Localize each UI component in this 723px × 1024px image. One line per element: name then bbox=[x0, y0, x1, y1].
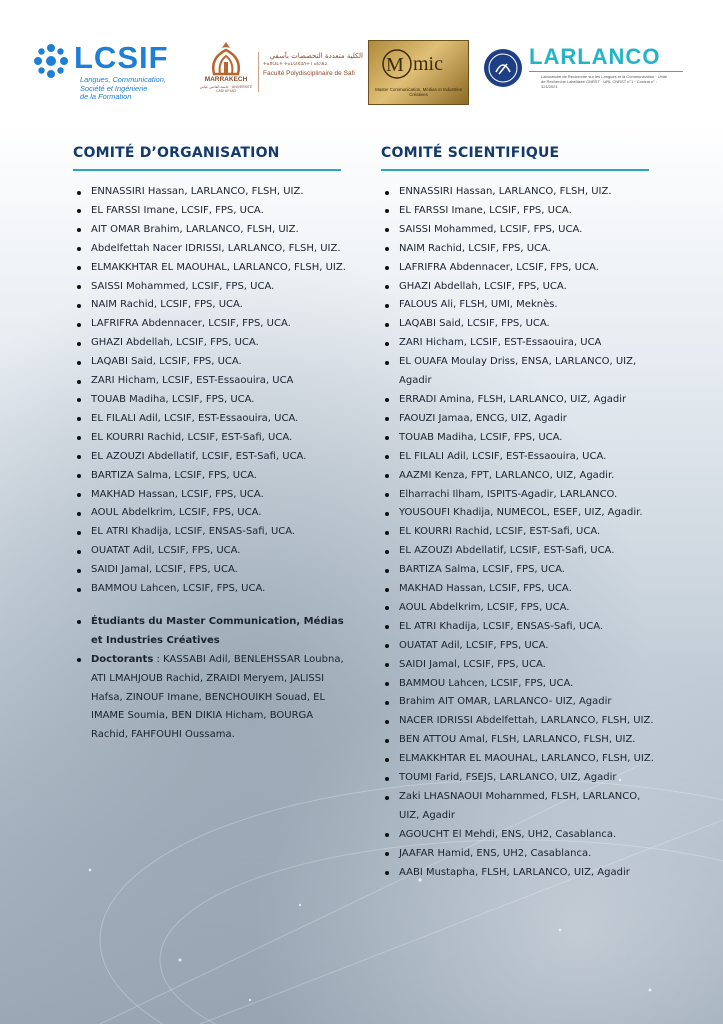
list-item: TOUAB Madiha, LCSIF, FPS, UCA. bbox=[381, 429, 661, 448]
fps-logo bbox=[258, 52, 363, 92]
scientific-heading: COMITÉ SCIENTIFIQUE bbox=[381, 140, 649, 171]
logo-bar bbox=[0, 0, 723, 110]
list-item: AABI Mustapha, FLSH, LARLANCO, UIZ, Agadir bbox=[381, 864, 661, 883]
list-item: BEN ATTOU Amal, FLSH, LARLANCO, FLSH, UIZ. bbox=[381, 731, 661, 750]
list-item: ZARI Hicham, LCSIF, EST-Essaouira, UCA bbox=[381, 334, 661, 353]
fps-name: Faculté Polydisciplinaire de Safi bbox=[263, 70, 355, 77]
list-item: EL FILALI Adil, LCSIF, EST-Essaouira, UCA. bbox=[381, 448, 661, 467]
list-item: ELMAKKHTAR EL MAOUHAL, LARLANCO, FLSH, UIZ. bbox=[381, 750, 661, 769]
uca-logo bbox=[196, 40, 256, 104]
lcsif-logo bbox=[32, 42, 182, 102]
list-item: ZARI Hicham, LCSIF, EST-Essaouira, UCA bbox=[73, 372, 353, 391]
mcmic-name: mic bbox=[413, 53, 443, 75]
list-item: OUATAT Adil, LCSIF, FPS, UCA. bbox=[381, 637, 661, 656]
list-item: SAISSI Mohammed, LCSIF, FPS, UCA. bbox=[381, 221, 661, 240]
list-item: ENNASSIRI Hassan, LARLANCO, FLSH, UIZ. bbox=[73, 183, 353, 202]
ibn-zohr-emblem-icon bbox=[483, 48, 523, 88]
uca-name: MARRAKECH bbox=[204, 76, 248, 83]
mcmic-emblem-icon bbox=[377, 47, 417, 81]
list-item: TOUMI Farid, FSEJS, LARLANCO, UIZ, Agadir bbox=[381, 769, 661, 788]
lcsif-subtitle-line: Société et Ingénierie bbox=[80, 83, 148, 93]
larlanco-divider bbox=[529, 71, 683, 72]
lcsif-subtitle-line: de la Formation bbox=[80, 92, 132, 101]
list-item: EL ATRI Khadija, LCSIF, ENSAS-Safi, UCA. bbox=[381, 618, 661, 637]
list-item: LAFRIFRA Abdennacer, LCSIF, FPS, UCA. bbox=[73, 315, 353, 334]
list-item: EL KOURRI Rachid, LCSIF, EST-Safi, UCA. bbox=[73, 429, 353, 448]
larlanco-title: LARLANCO bbox=[529, 44, 661, 69]
list-item: MAKHAD Hassan, LCSIF, FPS, UCA. bbox=[73, 486, 353, 505]
lcsif-emblem-icon bbox=[32, 42, 70, 80]
larlanco-logo bbox=[529, 44, 689, 94]
list-item: MAKHAD Hassan, LCSIF, FPS, UCA. bbox=[381, 580, 661, 599]
doctorants-item bbox=[73, 651, 353, 746]
mcmic-logo bbox=[368, 40, 469, 105]
list-item: BAMMOU Lahcen, LCSIF, FPS, UCA. bbox=[381, 675, 661, 694]
list-item: AOUL Abdelkrim, LCSIF, FPS, UCA. bbox=[381, 599, 661, 618]
list-item: AOUL Abdelkrim, LCSIF, FPS, UCA. bbox=[73, 504, 353, 523]
list-item: EL FARSSI Imane, LCSIF, FPS, UCA. bbox=[73, 202, 353, 221]
doctorants-names: : KASSABI Adil, BENLEHSSAR Loubna, ATI LMAHJOUB Rachid, ZRAIDI Meryem, JALISSI Hafsa, ZINOUF Imane, BENCHOUIKH Souad, EL IMAME Soumia, BEN DIKIA Hicham, BOURGA Rachid, FAHFOUHI Oussama. bbox=[91, 653, 344, 741]
lcsif-subtitle-line: Langues, Communication, bbox=[80, 75, 166, 84]
scientific-list bbox=[381, 183, 661, 883]
organisation-extra-list bbox=[73, 613, 353, 745]
list-item: TOUAB Madiha, LCSIF, FPS, UCA. bbox=[73, 391, 353, 410]
uca-emblem-icon bbox=[204, 40, 248, 76]
list-item: FALOUS Ali, FLSH, UMI, Meknès. bbox=[381, 296, 661, 315]
list-item: NAIM Rachid, LCSIF, FPS, UCA. bbox=[381, 240, 661, 259]
list-item: FAOUZI Jamaa, ENCG, UIZ, Agadir bbox=[381, 410, 661, 429]
list-item: BARTIZA Salma, LCSIF, FPS, UCA. bbox=[381, 561, 661, 580]
list-item: YOUSOUFI Khadija, NUMECOL, ESEF, UIZ, Agadir. bbox=[381, 504, 661, 523]
list-item: Zaki LHASNAOUI Mohammed, FLSH, LARLANCO, UIZ, Agadir bbox=[381, 788, 661, 826]
list-item: SAIDI Jamal, LCSIF, FPS, UCA. bbox=[381, 656, 661, 675]
lcsif-subtitle bbox=[80, 76, 190, 102]
organisation-committee bbox=[73, 140, 353, 745]
list-item: AIT OMAR Brahim, LARLANCO, FLSH, UIZ. bbox=[73, 221, 353, 240]
list-item: OUATAT Adil, LCSIF, FPS, UCA. bbox=[73, 542, 353, 561]
organisation-heading: COMITÉ D’ORGANISATION bbox=[73, 140, 341, 171]
list-item: EL FILALI Adil, LCSIF, EST-Essaouira, UCA. bbox=[73, 410, 353, 429]
ibn-zohr-logo bbox=[483, 48, 523, 88]
mcmic-subtitle: Master Communication, Médias et Industries Créatives bbox=[375, 87, 462, 97]
list-item: NACER IDRISSI Abdelfettah, LARLANCO, FLSH, UIZ. bbox=[381, 712, 661, 731]
list-item: LAFRIFRA Abdennacer, LCSIF, FPS, UCA. bbox=[381, 259, 661, 278]
list-item: GHAZI Abdellah, LCSIF, FPS, UCA. bbox=[73, 334, 353, 353]
list-item: LAQABI Said, LCSIF, FPS, UCA. bbox=[381, 315, 661, 334]
list-item: LAQABI Said, LCSIF, FPS, UCA. bbox=[73, 353, 353, 372]
list-item: NAIM Rachid, LCSIF, FPS, UCA. bbox=[73, 296, 353, 315]
list-item: Elharrachi Ilham, ISPITS-Agadir, LARLANCO. bbox=[381, 486, 661, 505]
list-item: EL FARSSI Imane, LCSIF, FPS, UCA. bbox=[381, 202, 661, 221]
list-item: AGOUCHT El Mehdi, ENS, UH2, Casablanca. bbox=[381, 826, 661, 845]
list-item: Abdelfettah Nacer IDRISSI, LARLANCO, FLSH, UIZ. bbox=[73, 240, 353, 259]
list-item: ENNASSIRI Hassan, LARLANCO, FLSH, UIZ. bbox=[381, 183, 661, 202]
list-item: EL KOURRI Rachid, LCSIF, EST-Safi, UCA. bbox=[381, 523, 661, 542]
list-item: EL ATRI Khadija, LCSIF, ENSAS-Safi, UCA. bbox=[73, 523, 353, 542]
fps-arabic-name: الكلية متعددة التخصصات بآسفي bbox=[269, 52, 363, 60]
lcsif-title: LCSIF bbox=[74, 40, 169, 75]
list-item: BARTIZA Salma, LCSIF, FPS, UCA. bbox=[73, 467, 353, 486]
list-item: JAAFAR Hamid, ENS, UH2, Casablanca. bbox=[381, 845, 661, 864]
doctorants-label: Doctorants bbox=[91, 653, 154, 665]
larlanco-subtitle: Laboratoire de Recherche sur les Langues et la Communication · Unité de Recherche Labellisée CNRST · URL CNRST n°1 · Contrat n° : 321/2021 bbox=[541, 74, 668, 89]
svg-text:M: M bbox=[386, 54, 404, 76]
list-item: Brahim AIT OMAR, LARLANCO- UIZ, Agadir bbox=[381, 693, 661, 712]
list-item: EL AZOUZI Abdellatif, LCSIF, EST-Safi, UCA. bbox=[381, 542, 661, 561]
list-item: SAIDI Jamal, LCSIF, FPS, UCA. bbox=[73, 561, 353, 580]
list-item: BAMMOU Lahcen, LCSIF, FPS, UCA. bbox=[73, 580, 353, 599]
fps-tifinagh-name: ⵜⴰⴳⵔⵎⵜ ⵜⴰⵎⵙⴳⵓⴷⵜ ⵏ ⴰⵙⴼⵉ bbox=[263, 62, 328, 67]
uca-subname: جامعة القاضي عياض · UNIVERSITÉ CADI AYYAD bbox=[199, 85, 253, 93]
list-item: EL OUAFA Moulay Driss, ENSA, LARLANCO, UIZ, Agadir bbox=[381, 353, 661, 391]
scientific-committee bbox=[381, 140, 661, 883]
organisation-list bbox=[73, 183, 353, 599]
list-item: EL AZOUZI Abdellatif, LCSIF, EST-Safi, UCA. bbox=[73, 448, 353, 467]
list-item: ERRADI Amina, FLSH, LARLANCO, UIZ, Agadir bbox=[381, 391, 661, 410]
list-item: AAZMI Kenza, FPT, LARLANCO, UIZ, Agadir. bbox=[381, 467, 661, 486]
students-item: Étudiants du Master Communication, Médias et Industries Créatives bbox=[73, 613, 353, 651]
list-item: GHAZI Abdellah, LCSIF, FPS, UCA. bbox=[381, 278, 661, 297]
list-item: ELMAKKHTAR EL MAOUHAL, LARLANCO, FLSH, UIZ. bbox=[73, 259, 353, 278]
list-item: SAISSI Mohammed, LCSIF, FPS, UCA. bbox=[73, 278, 353, 297]
